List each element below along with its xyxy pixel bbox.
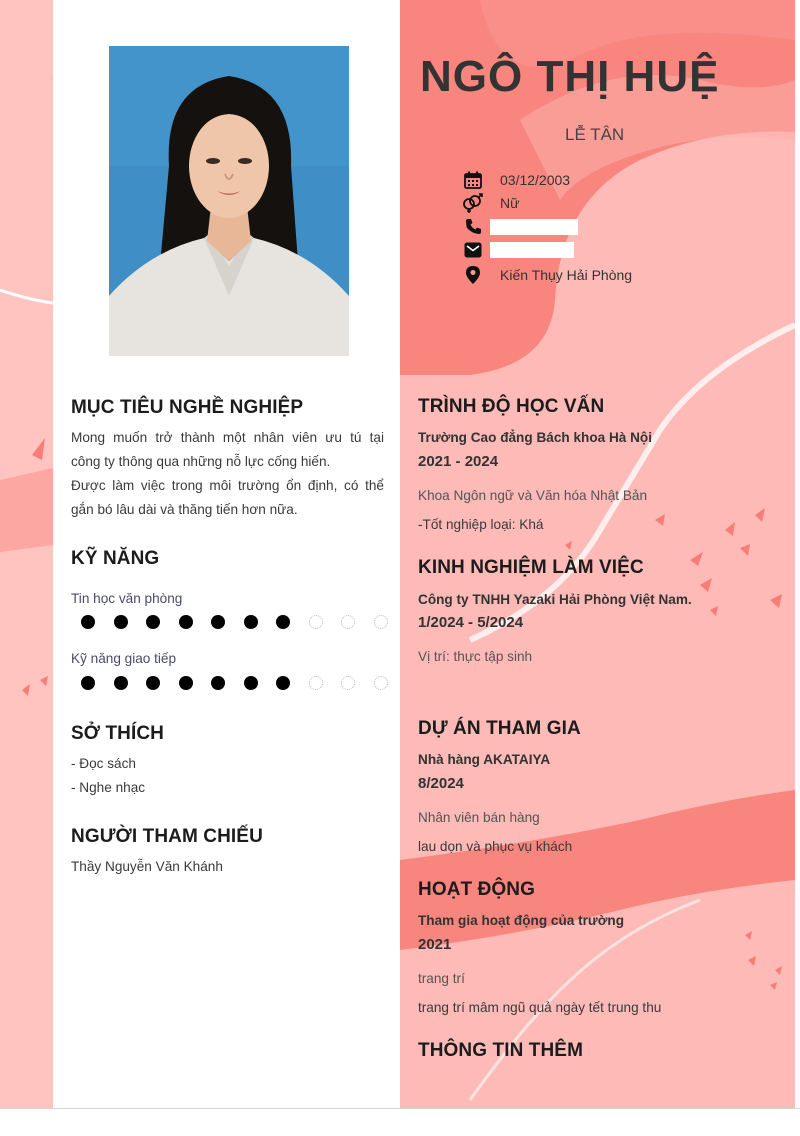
section-title-experience: KINH NGHIỆM LÀM VIỆC [418,557,644,578]
section-title-skills: KỸ NĂNG [71,548,160,569]
skill-dot-empty [341,615,355,629]
section-title-activities: HOẠT ĐỘNG [418,879,536,900]
skill-rating [81,615,388,629]
skill-dot-filled [81,615,95,629]
experience-date: 1/2024 - 5/2024 [418,614,524,631]
page-bottom-strip [0,1108,800,1136]
skill-dot-empty [309,615,323,629]
skill-dot-filled [244,676,258,690]
candidate-name: NGÔ THỊ HUỆ [420,52,720,101]
skill-rating [81,676,388,690]
project-name: Nhà hàng AKATAIYA [418,752,551,767]
section-title-objective: MỤC TIÊU NGHỀ NGHIỆP [71,397,304,418]
hobby-item: - Đọc sách [71,756,136,771]
project-description: lau dọn và phục vụ khách [418,839,573,854]
experience-position: Vị trí: thực tập sinh [418,649,533,664]
skill-dot-filled [179,615,193,629]
skill-dot-filled [114,615,128,629]
skill-dot-filled [276,615,290,629]
job-title: LỄ TÂN [565,125,625,144]
contact-email [462,239,484,261]
birthdate-text: 03/12/2003 [500,172,571,188]
section-title-references: NGƯỜI THAM CHIẾU [71,826,263,847]
skill-dot-filled [146,615,160,629]
contact-phone [462,215,484,237]
education-result: -Tốt nghiệp loại: Khá [418,517,544,532]
skill-dot-filled [211,676,225,690]
section-title-education: TRÌNH ĐỘ HỌC VẤN [418,396,605,417]
education-school: Trường Cao đẳng Bách khoa Hà Nội [418,430,653,445]
skill-dot-filled [276,676,290,690]
skill-dot-filled [81,676,95,690]
skill-dot-filled [114,676,128,690]
hobby-item: - Nghe nhạc [71,780,146,795]
skill-dot-filled [211,615,225,629]
skill-dot-empty [309,676,323,690]
project-role: Nhân viên bán hàng [418,810,540,825]
project-date: 8/2024 [418,775,464,792]
skill-dot-filled [244,615,258,629]
redaction-email [490,242,574,258]
skill-dot-empty [374,615,388,629]
activity-description: trang trí mâm ngũ quả ngày tết trung thu [418,1000,662,1015]
skill-dot-filled [179,676,193,690]
skill-dot-filled [146,676,160,690]
objective-line: gắn bó lâu dài và thăng tiến hơn nữa. [71,502,298,517]
phone-icon [462,215,484,237]
objective-line: Mong muốn trở thành một nhân viên ưu tú tại [71,430,384,445]
contact-birthdate [462,169,571,191]
redaction-phone [490,219,578,235]
activity-role: trang trí [418,971,465,986]
profile-photo [109,46,349,356]
section-title-projects: DỰ ÁN THAM GIA [418,718,581,739]
contact-gender [462,192,520,214]
location-text: Kiến Thụy Hải Phòng [500,267,633,283]
email-icon [462,239,484,261]
skill-label: Tin học văn phòng [71,591,183,606]
skill-dot-empty [341,676,355,690]
experience-company: Công ty TNHH Yazaki Hải Phòng Việt Nam. [418,592,692,607]
skill-dot-empty [374,676,388,690]
objective-line: Được làm việc trong môi trường ổn định, có thể [71,478,384,493]
activity-name: Tham gia hoạt động của trường [418,913,625,928]
section-title-extra-info: THÔNG TIN THÊM [418,1040,583,1061]
objective-text [71,426,384,522]
contact-location [462,264,633,286]
skill-label: Kỹ năng giao tiếp [71,651,177,666]
education-faculty: Khoa Ngôn ngữ và Văn hóa Nhật Bản [418,488,648,503]
calendar-icon [462,169,484,191]
gender-text: Nữ [500,195,520,211]
section-title-hobbies: SỞ THÍCH [71,723,165,744]
objective-line: công ty thông qua những nỗ lực cống hiến. [71,454,331,469]
gender-icon [462,192,484,214]
activity-date: 2021 [418,936,452,953]
reference-text: Thầy Nguyễn Văn Khánh [71,859,223,874]
education-date: 2021 - 2024 [418,453,499,470]
location-icon [462,264,484,286]
